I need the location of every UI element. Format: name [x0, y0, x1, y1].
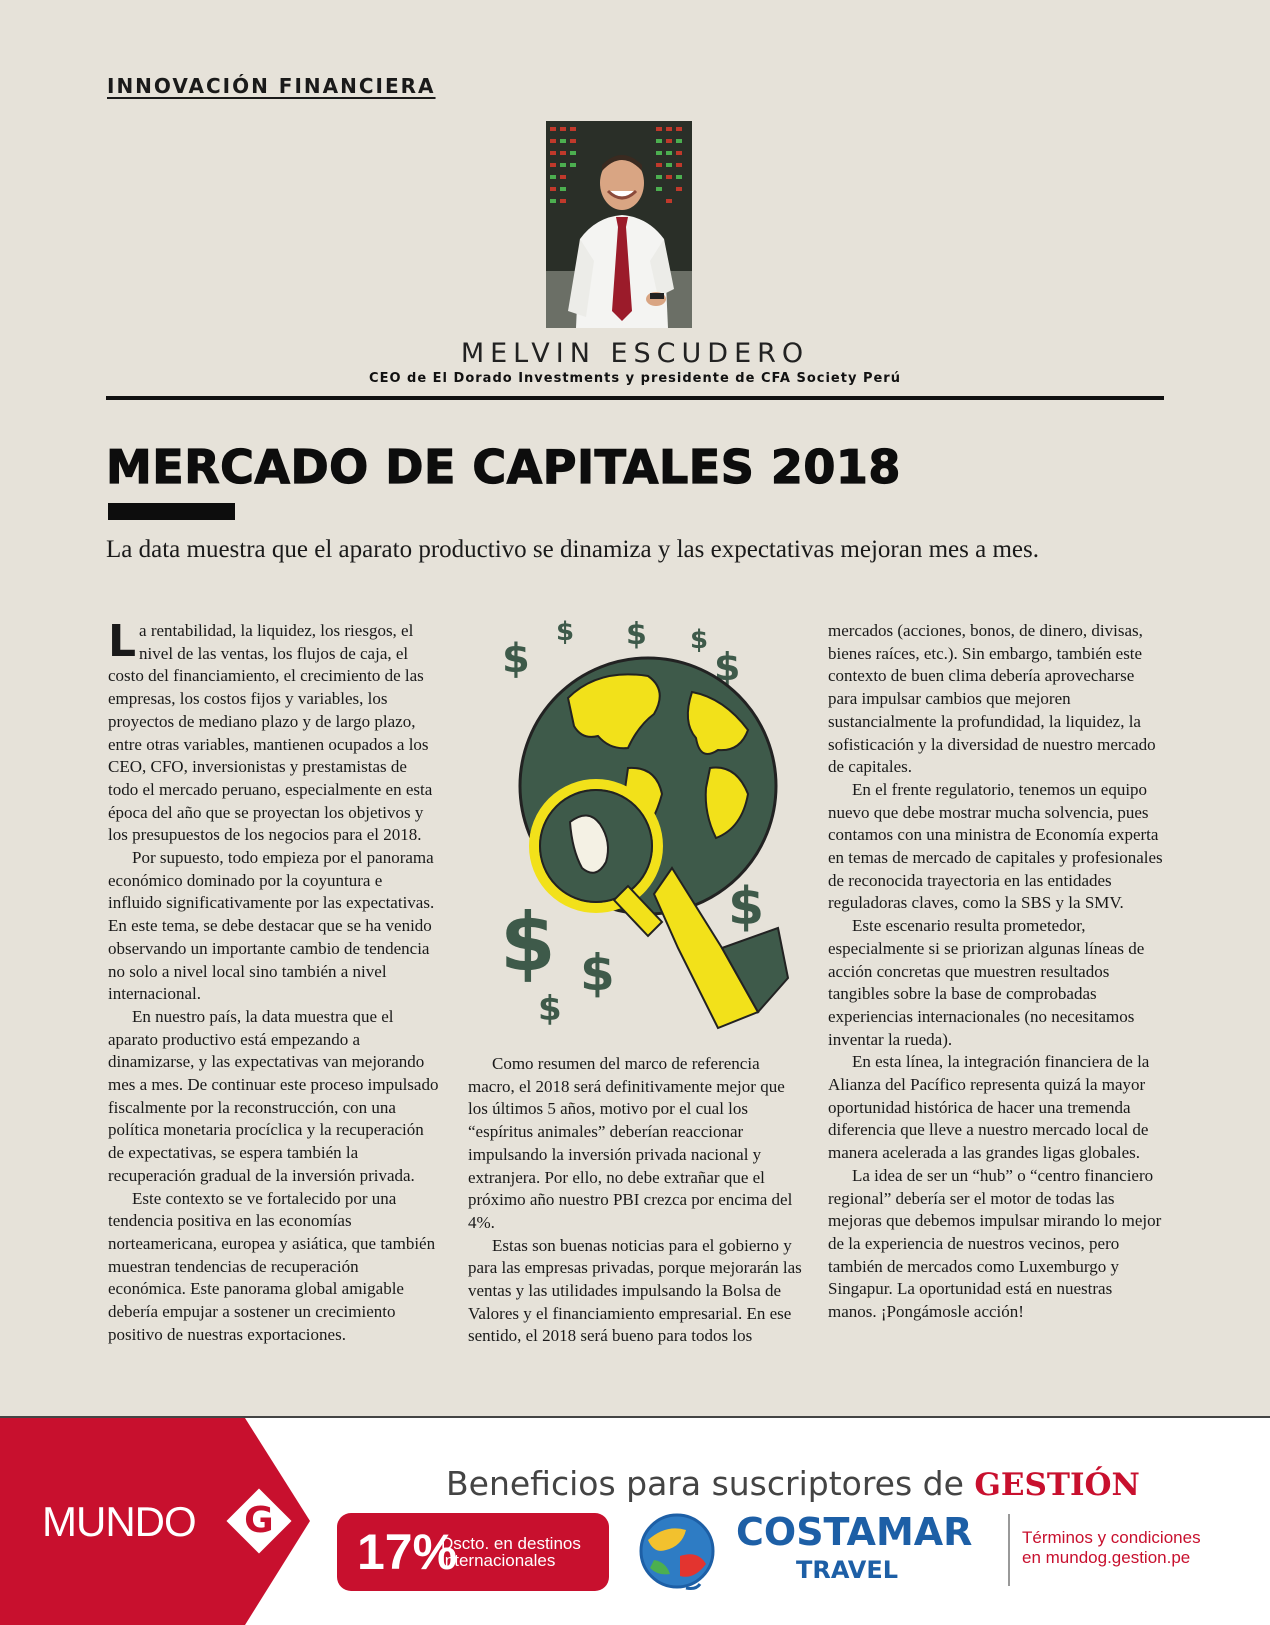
- svg-text:$: $: [580, 944, 615, 1002]
- paragraph: Por supuesto, todo empieza por el panorama económico dominado por la coyuntura e influido significativamente por las expectativas. En este tema, se debe destacar que se ha venido observando un importante cambio de tendencia no solo a nivel local sino también a nivel internacional.: [108, 848, 435, 1004]
- paragraph: En esta línea, la integración financiera de la Alianza del Pacífico representa quizá la mayor oportunidad histórica de hacer una tremenda diferencia que lleve a nuestro mercado local de manera acelerada a las grandes ligas globales.: [828, 1052, 1150, 1163]
- globe-illustration: [478, 618, 798, 1038]
- paragraph: Este contexto se ve fortalecido por una tendencia positiva en las economías norteamericana, europea y asiática, que también muestran tendencias de recuperación económica. Este panorama global amigable debería empujar a sostener un crecimiento positivo de nuestras exportaciones.: [108, 1188, 436, 1344]
- paragraph: Estas son buenas noticias para el gobierno y para las empresas privadas, porque mejorarán las ventas y las utilidades impulsando la Bolsa de Valores y el financiamiento empresarial. En ese sentido, el 2018 será bueno para todos los: [468, 1235, 802, 1346]
- mundo-g-logo-text: MUNDO: [42, 1498, 196, 1545]
- discount-text: Dscto. en destinos internacionales: [441, 1534, 581, 1570]
- costamar-travel-text: TRAVEL: [796, 1556, 899, 1584]
- advertisement-banner[interactable]: [0, 1418, 1270, 1625]
- paragraph: Como resumen del marco de referencia macro, el 2018 será definitivamente mejor que los últimos 5 años, motivo por el cual los “espíritus animales” deberían reaccionar impulsando la inversión privada nacional y extranjera. Por ello, no debe extrañar que el próximo año nuestro PBI crezca por encima del 4%.: [468, 1054, 793, 1232]
- article-column-3: [828, 620, 1164, 1324]
- svg-text:$: $: [714, 645, 741, 689]
- drop-cap: L: [108, 616, 137, 667]
- ad-vertical-divider: [1008, 1514, 1010, 1586]
- paragraph: La idea de ser un “hub” o “centro financiero regional” debería ser el motor de todas las mejoras que debemos impulsar mirando lo mejor de la experiencia de nuestros vecinos, pero también de mercados como Luxemburgo y Singapur. La oportunidad está en nuestras manos. ¡Pongámosle acción!: [828, 1165, 1162, 1322]
- terms-line-2: en mundog.gestion.pe: [1022, 1548, 1191, 1567]
- discount-pill: [337, 1513, 609, 1591]
- article-subhead: La data muestra que el aparato productivo se dinamiza y las expectativas mejoran mes a mes.: [106, 536, 1039, 563]
- section-tag: INNOVACIÓN FINANCIERA: [107, 74, 436, 98]
- article-column-1: [108, 616, 440, 1347]
- svg-text:$: $: [728, 877, 765, 937]
- terms-line-1: Términos y condiciones: [1022, 1528, 1201, 1547]
- ad-title-text: Beneficios para suscriptores de: [446, 1464, 975, 1503]
- svg-text:$: $: [502, 636, 530, 682]
- article-column-2: [468, 1053, 802, 1348]
- header-divider: [106, 396, 1164, 400]
- ad-title: [446, 1464, 1140, 1503]
- headline-accent-bar: [108, 503, 235, 520]
- costamar-logo-text: COSTAMAR: [736, 1510, 973, 1554]
- mundo-g-letter: G: [244, 1500, 274, 1541]
- paragraph: En el frente regulatorio, tenemos un equipo nuevo que debe mostrar mucha solvencia, pues contamos con una ministra de Economía experta en temas de mercado de capitales y profesionales de reconocida trayectoria en las entidades reguladoras claves, como la SBS y la SMV.: [828, 779, 1163, 913]
- terms-link[interactable]: [1022, 1528, 1201, 1568]
- discount-percent: 17%: [357, 1524, 458, 1580]
- author-photo: [546, 121, 692, 328]
- gestion-brand: GESTIÓN: [974, 1467, 1140, 1503]
- svg-text:$: $: [500, 896, 556, 989]
- svg-text:$: $: [690, 625, 709, 655]
- paragraph-text: a rentabilidad, la liquidez, los riesgos, el nivel de las ventas, los flujos de caja, el costo del financiamiento, el crecimiento de las empresas, los costos fijos y variables, los proyectos de mediano plazo y de largo plazo, entre otras variables, mantienen ocupados a los CEO, CFO, inversionistas y prestamistas de todo el mercado peruano, especialmente en esta época del año que se proyectan los objetivos y los presupuestos de los negocios para el 2018.: [108, 621, 433, 845]
- svg-text:$: $: [626, 618, 647, 652]
- author-name: MELVIN ESCUDERO: [460, 338, 810, 369]
- paragraph: [108, 616, 440, 847]
- author-role: CEO de El Dorado Investments y presidente de CFA Society Perú: [369, 371, 901, 386]
- costamar-globe-icon: [636, 1510, 718, 1592]
- paragraph: mercados (acciones, bonos, de dinero, divisas, bienes raíces, etc.). Sin embargo, también este contexto de buen clima debería aprovecharse para impulsar cambios que mejoren sustancialmente la profundidad, la liquidez, la sofisticación y la diversidad de nuestro mercado de capitales.: [828, 621, 1156, 777]
- article-headline: MERCADO DE CAPITALES 2018: [106, 440, 901, 494]
- svg-text:$: $: [538, 989, 562, 1029]
- paragraph: En nuestro país, la data muestra que el aparato productivo está empezando a dinamizarse, y las expectativas van mejorando mes a mes. De continuar este proceso impulsado fiscalmente por la reconstrucción, con una política monetaria procíclica y la recuperación de expectativas, se espera también la recuperación gradual de la inversión privada.: [108, 1006, 439, 1185]
- paragraph: Este escenario resulta prometedor, especialmente si se priorizan algunas líneas de acción concretas que muestren resultados tangibles sobre la base de comprobadas experiencias internacionales (no necesitamos inventar la rueda).: [828, 916, 1145, 1049]
- svg-text:$: $: [556, 618, 575, 647]
